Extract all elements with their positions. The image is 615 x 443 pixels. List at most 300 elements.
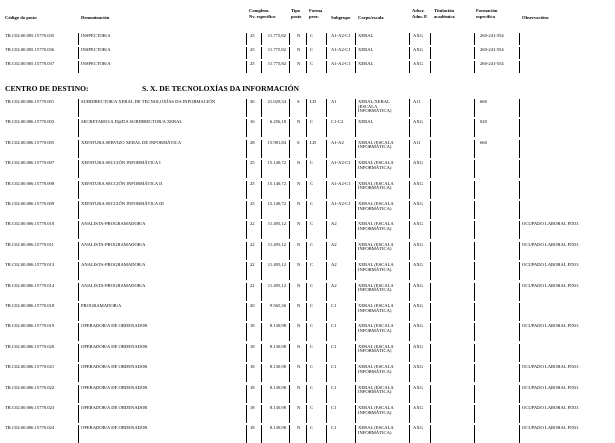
- column-divider: [246, 99, 247, 117]
- cell-corpo: INFORMÁTICA): [358, 205, 392, 211]
- cell-observacions: OCUPADO LABORAL FIXO.: [522, 282, 580, 288]
- column-divider: [430, 47, 431, 59]
- column-divider: [355, 99, 356, 117]
- column-divider: [355, 221, 356, 239]
- cell-nivel: 22: [250, 262, 255, 268]
- cell-complemento: 11.495,12: [267, 221, 286, 227]
- column-divider: [409, 344, 410, 362]
- cell-subgrupo: C1: [331, 425, 337, 431]
- cell-observacions: OCUPADO LABORAL FIXO.: [522, 364, 580, 370]
- column-divider: [355, 61, 356, 73]
- column-divider: [474, 119, 475, 137]
- header-titulacion-1: Titulación: [434, 8, 455, 13]
- cell-codigo: TR.C02.00.006.15770.008: [5, 180, 55, 186]
- cell-tipo: N: [297, 425, 301, 431]
- column-divider: [78, 425, 79, 443]
- cell-denominacion: SECRETARIO/A D@DA SUBDIRECTOR/A XERAL: [81, 119, 183, 125]
- column-divider: [430, 323, 431, 341]
- cell-adscr: AXG: [413, 241, 423, 247]
- cell-adscr: AXG: [413, 61, 423, 66]
- column-divider: [355, 242, 356, 260]
- column-divider: [246, 61, 247, 73]
- cell-codigo: TR.C02.00.006.15770.011: [5, 241, 54, 247]
- column-divider: [355, 201, 356, 219]
- column-divider: [519, 425, 520, 443]
- column-divider: [78, 242, 79, 260]
- header-formacion-1: Formación: [476, 8, 498, 13]
- cell-subgrupo: A1-A2-C1: [331, 201, 351, 206]
- cell-complemento: 11.495,12: [267, 241, 286, 247]
- column-divider: [289, 344, 290, 362]
- column-divider: [289, 201, 290, 219]
- cell-adscr: AXG: [413, 201, 423, 206]
- column-divider: [519, 283, 520, 301]
- cell-tipo: N: [297, 323, 301, 329]
- column-divider: [430, 303, 431, 321]
- column-divider: [246, 181, 247, 199]
- column-divider: [519, 344, 520, 362]
- column-divider: [78, 405, 79, 423]
- cell-denominacion: ANALISTA-PROGRAMADOR/A: [81, 282, 146, 288]
- cell-nivel: 18: [250, 364, 255, 370]
- column-divider: [326, 385, 327, 403]
- column-divider: [355, 405, 356, 423]
- column-divider: [430, 425, 431, 443]
- column-divider: [306, 119, 307, 137]
- column-divider: [326, 242, 327, 260]
- header-observacions: Observacións: [522, 15, 549, 20]
- column-divider: [519, 201, 520, 219]
- column-divider: [519, 303, 520, 321]
- cell-forma: C: [310, 221, 314, 227]
- column-divider: [474, 303, 475, 321]
- cell-denominacion: OPERADOR/A DE ORDENADOR: [81, 425, 148, 431]
- column-divider: [326, 344, 327, 362]
- column-divider: [409, 119, 410, 137]
- column-divider: [355, 303, 356, 321]
- cell-forma: C: [310, 425, 314, 431]
- column-divider: [409, 242, 410, 260]
- column-divider: [519, 262, 520, 280]
- column-divider: [409, 323, 410, 341]
- cell-denominacion: XEFATURA SECCIÓN INFORMÁTICA II: [81, 180, 163, 186]
- column-divider: [78, 140, 79, 158]
- cell-complemento: 6.256,18: [269, 119, 286, 125]
- cell-adscr: AXG: [413, 343, 423, 349]
- header-codigo: Código do posto: [5, 15, 37, 20]
- column-divider: [246, 140, 247, 158]
- cell-complemento: 11.495,12: [267, 262, 286, 268]
- cell-nivel: 18: [250, 425, 255, 431]
- header-subgrupo: Subgrupo: [331, 15, 351, 20]
- cell-nivel: 25: [250, 180, 255, 186]
- cell-adscr: AXG: [413, 221, 423, 227]
- table-row: [0, 283, 615, 301]
- column-divider: [519, 385, 520, 403]
- cell-nivel: 25: [250, 160, 255, 166]
- column-divider: [246, 323, 247, 341]
- cell-forma: C: [310, 303, 314, 308]
- column-divider: [430, 221, 431, 239]
- column-divider: [430, 119, 431, 137]
- column-divider: [355, 119, 356, 137]
- column-divider: [289, 262, 290, 280]
- column-divider: [474, 33, 475, 45]
- cell-forma: LD: [310, 99, 317, 104]
- cell-subgrupo: A2: [331, 221, 337, 227]
- cell-denominacion: OPERADOR/A DE ORDENADOR: [81, 364, 148, 370]
- column-divider: [474, 364, 475, 382]
- cell-subgrupo: C1: [331, 364, 337, 370]
- cell-corpo: XERAL: [358, 119, 374, 125]
- column-divider: [78, 99, 79, 117]
- column-divider: [474, 242, 475, 260]
- column-divider: [519, 181, 520, 199]
- cell-codigo: TR.C02.00.006.15770.007: [5, 160, 55, 166]
- cell-tipo: N: [297, 119, 301, 125]
- column-divider: [78, 221, 79, 239]
- cell-corpo: XERAL (ESCALA: [358, 282, 394, 288]
- cell-complemento: 8.130,98: [269, 323, 286, 329]
- column-divider: [78, 303, 79, 321]
- cell-corpo: XERAL (ESCALA: [358, 139, 394, 145]
- table-row: [0, 61, 615, 73]
- column-divider: [409, 140, 410, 158]
- column-divider: [306, 344, 307, 362]
- column-divider: [519, 405, 520, 423]
- cell-complemento: 8.130,98: [269, 405, 286, 410]
- cell-tipo: N: [297, 241, 301, 247]
- cell-denominacion: OPERADOR/A DE ORDENADOR: [81, 323, 148, 329]
- table-row: [0, 242, 615, 260]
- cell-subgrupo: C1: [331, 343, 337, 349]
- column-divider: [246, 364, 247, 382]
- cell-adscr: AXG: [413, 33, 423, 38]
- cell-denominacion: XEFATURA SECCIÓN INFORMÁTICA I: [81, 160, 161, 166]
- cell-codigo: TR.C02.00.006.15770.018: [5, 303, 55, 308]
- column-divider: [306, 303, 307, 321]
- column-divider: [78, 119, 79, 137]
- cell-formacion: 660: [480, 99, 487, 104]
- cell-tipo: N: [297, 160, 301, 166]
- cell-adscr: AXG: [413, 323, 423, 329]
- column-divider: [246, 425, 247, 443]
- cell-tipo: N: [297, 262, 301, 268]
- column-divider: [326, 140, 327, 158]
- header-denominacion: Denominación: [81, 15, 110, 20]
- column-divider: [246, 303, 247, 321]
- cell-subgrupo: A1-A2-C1: [331, 47, 351, 52]
- column-divider: [289, 160, 290, 178]
- column-divider: [519, 242, 520, 260]
- cell-codigo: TR.C02.00.005.15770.037: [5, 61, 55, 66]
- cell-denominacion: OPERADOR/A DE ORDENADOR: [81, 343, 148, 349]
- column-divider: [306, 323, 307, 341]
- column-divider: [430, 181, 431, 199]
- header-forma-1: Forma: [309, 8, 323, 13]
- cell-observacions: OCUPADO LABORAL FIXO.: [522, 323, 580, 329]
- cell-nivel: 22: [250, 241, 255, 247]
- table-row: [0, 262, 615, 280]
- column-divider: [289, 242, 290, 260]
- cell-subgrupo: C1: [331, 303, 337, 308]
- column-divider: [289, 61, 290, 73]
- cell-codigo: TR.C02.00.005.15770.036: [5, 47, 55, 52]
- table-row: [0, 323, 615, 341]
- cell-corpo: INFORMÁTICA): [358, 348, 392, 354]
- table-row: [0, 201, 615, 219]
- column-divider: [409, 47, 410, 59]
- cell-codigo: TR.C02.00.006.15770.005: [5, 139, 55, 145]
- table-row: [0, 221, 615, 239]
- column-divider: [326, 283, 327, 301]
- column-divider: [306, 283, 307, 301]
- column-divider: [326, 61, 327, 73]
- column-divider: [306, 181, 307, 199]
- cell-codigo: TR.C02.00.006.15770.003: [5, 119, 55, 125]
- column-divider: [474, 283, 475, 301]
- column-divider: [474, 160, 475, 178]
- column-divider: [519, 33, 520, 45]
- header-complem-2: Nv. específico: [249, 14, 276, 19]
- cell-corpo: XERAL (ESCALA: [358, 425, 394, 431]
- cell-subgrupo: C1: [331, 405, 337, 410]
- column-divider: [409, 405, 410, 423]
- column-divider: [326, 201, 327, 219]
- column-divider: [326, 221, 327, 239]
- cell-forma: C: [310, 262, 314, 268]
- cell-forma: C: [310, 47, 314, 52]
- column-divider: [246, 283, 247, 301]
- column-divider: [355, 181, 356, 199]
- cell-corpo: (ESCALA: [358, 103, 378, 109]
- column-divider: [326, 160, 327, 178]
- cell-complemento: 8.130,98: [269, 384, 286, 390]
- column-divider: [78, 323, 79, 341]
- cell-adscr: AXG: [413, 47, 423, 52]
- cell-corpo: XERAL (ESCALA: [358, 262, 394, 268]
- column-divider: [326, 303, 327, 321]
- cell-nivel: 25: [250, 33, 255, 38]
- table-row: [0, 119, 615, 137]
- cell-subgrupo: A1-A2-C1: [331, 33, 351, 38]
- cell-nivel: 25: [250, 61, 255, 66]
- column-divider: [474, 181, 475, 199]
- cell-complemento: 11.775,82: [267, 61, 286, 66]
- column-divider: [519, 99, 520, 117]
- table-row: [0, 181, 615, 199]
- cell-corpo: INFORMÁTICA): [358, 185, 392, 191]
- cell-corpo: XERAL (ESCALA: [358, 384, 394, 390]
- table-row: [0, 303, 615, 321]
- cell-forma: C: [310, 201, 314, 206]
- cell-nivel: 22: [250, 221, 255, 227]
- column-divider: [430, 201, 431, 219]
- cell-complemento: 11.775,82: [267, 47, 286, 52]
- column-divider: [519, 119, 520, 137]
- cell-forma: C: [310, 384, 314, 390]
- cell-forma: C: [310, 405, 314, 410]
- cell-corpo: XERAL (ESCALA: [358, 201, 394, 206]
- cell-tipo: N: [297, 33, 301, 38]
- column-divider: [519, 140, 520, 158]
- column-divider: [355, 262, 356, 280]
- cell-denominacion: OPERADOR/A DE ORDENADOR: [81, 384, 148, 390]
- table-row: [0, 344, 615, 362]
- cell-complemento: 15.981,84: [267, 139, 286, 145]
- column-divider: [306, 201, 307, 219]
- column-divider: [409, 425, 410, 443]
- column-divider: [326, 262, 327, 280]
- column-divider: [474, 99, 475, 117]
- cell-forma: LD: [310, 139, 317, 145]
- cell-subgrupo: A1-A2: [331, 139, 344, 145]
- cell-denominacion: SUBDIRECTOR/A XERAL DE TECNOLOXÍAS DA INFORMACIÓN: [81, 99, 216, 104]
- cell-codigo: TR.C02.00.006.15770.013: [5, 262, 55, 268]
- cell-denominacion: ANALISTA-PROGRAMADOR/A: [81, 241, 146, 247]
- cell-codigo: TR.C02.00.006.15770.001: [5, 99, 55, 104]
- column-divider: [409, 181, 410, 199]
- cell-nivel: 16: [250, 119, 255, 125]
- cell-complemento: 11.775,82: [267, 33, 286, 38]
- cell-subgrupo: C1: [331, 323, 337, 329]
- cell-denominacion: ANALISTA-PROGRAMADOR/A: [81, 221, 146, 227]
- cell-corpo: INFORMÁTICA): [358, 266, 392, 272]
- cell-formacion: 660: [480, 139, 487, 145]
- cell-formacion: 260-241-554: [480, 33, 504, 38]
- table-row: [0, 364, 615, 382]
- column-divider: [355, 283, 356, 301]
- column-divider: [474, 140, 475, 158]
- column-divider: [409, 385, 410, 403]
- cell-complemento: 15.140,72: [267, 160, 286, 166]
- cell-adscr: AXG: [413, 384, 423, 390]
- cell-subgrupo: A1-A2-C1: [331, 160, 351, 166]
- header-complem-1: Complem.: [249, 8, 270, 13]
- column-divider: [355, 160, 356, 178]
- cell-denominacion: ANALISTA-PROGRAMADOR/A: [81, 262, 146, 268]
- column-divider: [326, 425, 327, 443]
- column-divider: [289, 119, 290, 137]
- cell-tipo: N: [297, 180, 301, 186]
- cell-nivel: 20: [250, 303, 255, 308]
- cell-adscr: AXG: [413, 364, 423, 370]
- column-divider: [409, 61, 410, 73]
- header-adscr-1: Adscr.: [412, 8, 425, 13]
- cell-subgrupo: A2: [331, 282, 337, 288]
- cell-adscr: AXG: [413, 282, 423, 288]
- cell-tipo: N: [297, 221, 301, 227]
- cell-corpo: XERAL (ESCALA: [358, 364, 394, 370]
- cell-forma: C: [310, 119, 314, 125]
- column-divider: [306, 405, 307, 423]
- table-row: [0, 99, 615, 117]
- cell-corpo: XERAL (ESCALA: [358, 323, 394, 329]
- cell-tipo: S: [297, 99, 300, 104]
- column-divider: [306, 425, 307, 443]
- header-titulacion-2: académica: [434, 14, 455, 19]
- column-divider: [474, 323, 475, 341]
- cell-nivel: 22: [250, 282, 255, 288]
- header-formacion-2: específica: [476, 14, 495, 19]
- cell-subgrupo: A1-A2-C1: [331, 61, 351, 66]
- column-divider: [474, 201, 475, 219]
- cell-corpo: XERAL: [358, 33, 374, 38]
- column-divider: [246, 385, 247, 403]
- column-divider: [355, 47, 356, 59]
- column-divider: [326, 119, 327, 137]
- header-corpo: Corpo/escala: [358, 15, 384, 20]
- column-divider: [306, 364, 307, 382]
- cell-subgrupo: A2: [331, 241, 337, 247]
- column-divider: [430, 385, 431, 403]
- cell-complemento: 8.130,98: [269, 364, 286, 370]
- cell-formacion: 020: [480, 119, 487, 125]
- column-divider: [430, 344, 431, 362]
- header-tipo-1: Tipo: [291, 8, 301, 13]
- column-divider: [289, 405, 290, 423]
- column-divider: [289, 221, 290, 239]
- column-divider: [430, 33, 431, 45]
- column-divider: [519, 364, 520, 382]
- cell-denominacion: XEFATURA SERVIZO XERAL DE INFORMÁTICA: [81, 139, 182, 145]
- column-divider: [246, 47, 247, 59]
- column-divider: [409, 33, 410, 45]
- header-adscr-2: Adm. P.: [412, 14, 428, 19]
- cell-codigo: TR.C02.00.006.15770.019: [5, 323, 55, 329]
- column-divider: [246, 344, 247, 362]
- cell-subgrupo: A2: [331, 262, 337, 268]
- column-divider: [246, 262, 247, 280]
- column-divider: [306, 262, 307, 280]
- column-divider: [474, 344, 475, 362]
- column-divider: [289, 140, 290, 158]
- cell-codigo: TR.C02.00.006.15770.024: [5, 425, 55, 431]
- column-divider: [306, 47, 307, 59]
- cell-forma: C: [310, 343, 314, 349]
- table-row: [0, 33, 615, 45]
- column-divider: [519, 160, 520, 178]
- cell-tipo: N: [297, 405, 301, 410]
- cell-nivel: 18: [250, 343, 255, 349]
- column-divider: [78, 201, 79, 219]
- column-divider: [430, 99, 431, 117]
- cell-adscr: AXG: [413, 425, 423, 431]
- cell-tipo: N: [297, 343, 301, 349]
- column-divider: [326, 323, 327, 341]
- cell-formacion: 260-241-554: [480, 47, 504, 52]
- column-divider: [289, 283, 290, 301]
- column-divider: [355, 323, 356, 341]
- column-divider: [306, 385, 307, 403]
- column-divider: [246, 201, 247, 219]
- column-divider: [430, 405, 431, 423]
- section-name: S. X. DE TECNOLOXÍAS DA INFORMACIÓN: [142, 84, 300, 93]
- cell-nivel: 28: [250, 139, 255, 145]
- cell-corpo: XERAL: [358, 47, 374, 52]
- table-row: [0, 385, 615, 403]
- cell-complemento: 15.140,72: [267, 201, 286, 206]
- cell-denominacion: XEFATURA SECCIÓN INFORMÁTICA III: [81, 201, 164, 206]
- column-divider: [306, 33, 307, 45]
- column-divider: [246, 242, 247, 260]
- cell-corpo: INFORMÁTICA): [358, 246, 392, 252]
- column-divider: [355, 140, 356, 158]
- cell-nivel: 18: [250, 384, 255, 390]
- column-divider: [326, 33, 327, 45]
- cell-adscr: A11: [413, 99, 421, 104]
- column-divider: [289, 323, 290, 341]
